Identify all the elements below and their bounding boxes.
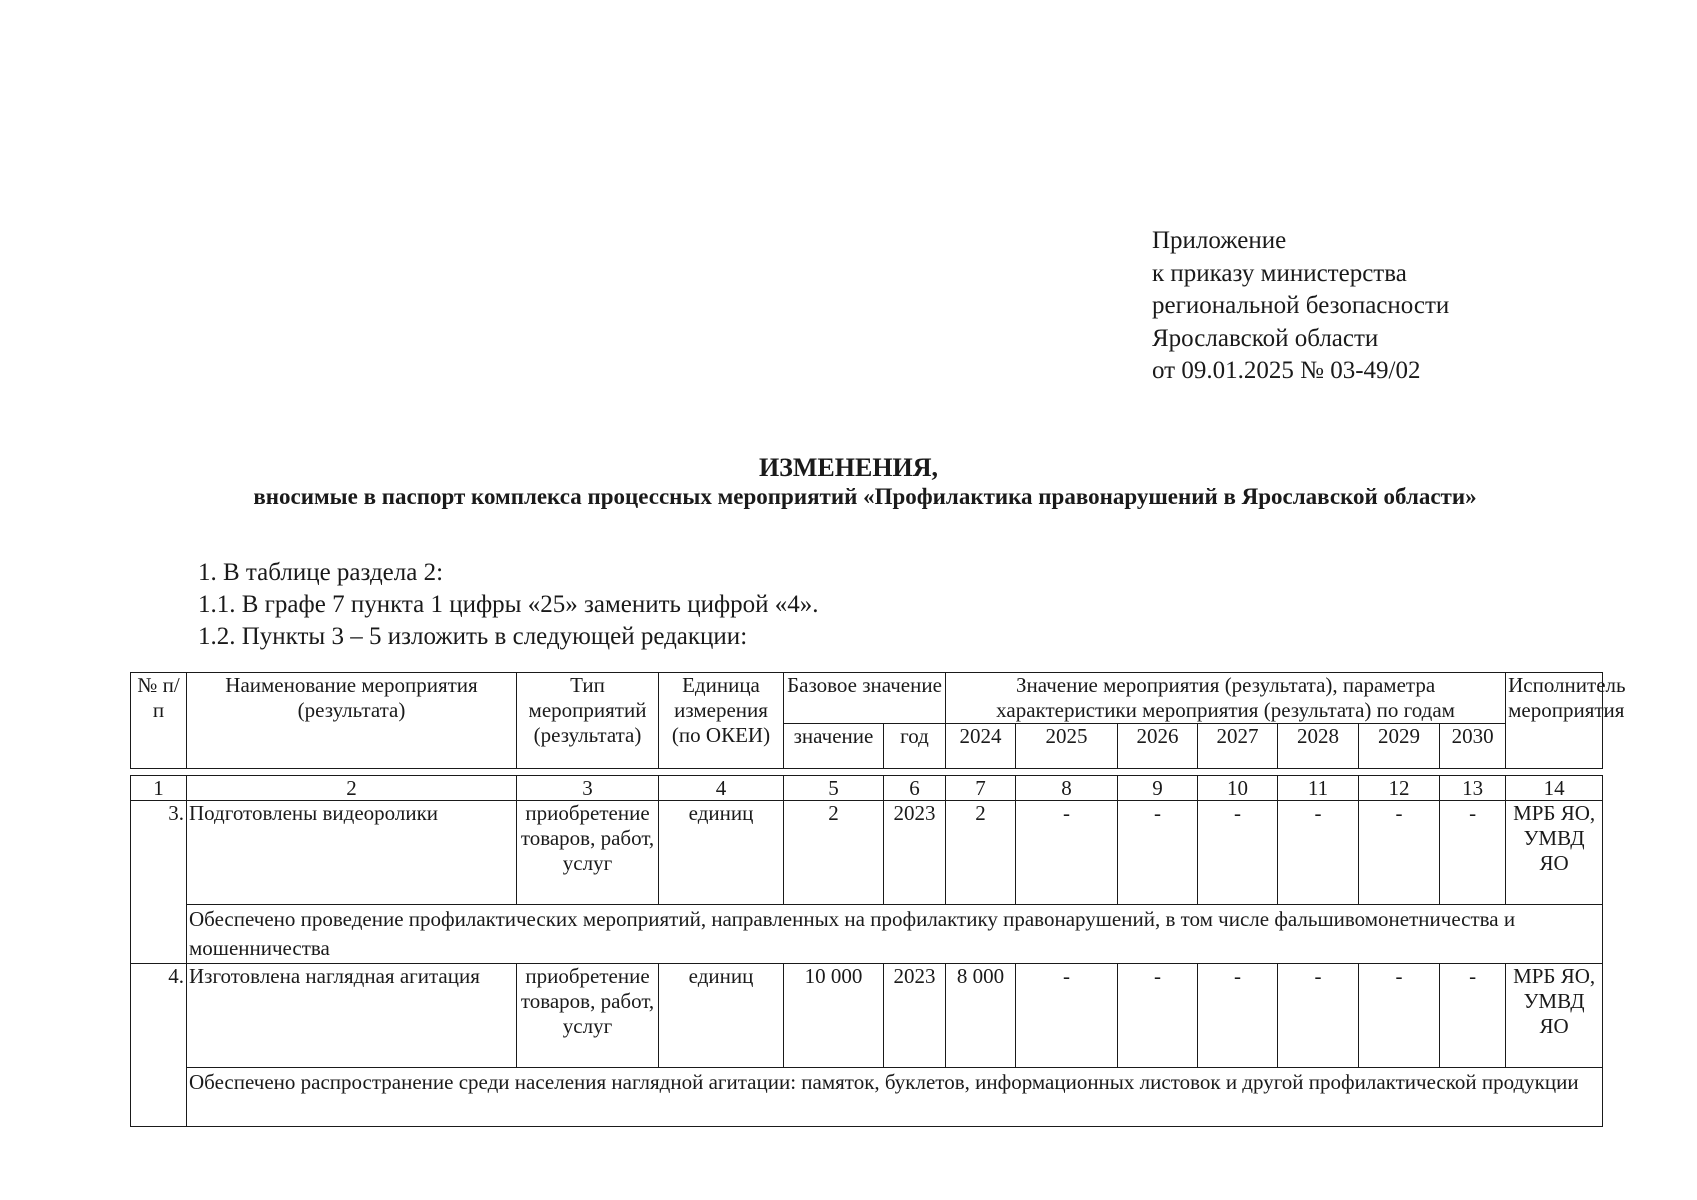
appendix-block [1152,225,1449,388]
row-value-2024: 2 [946,801,1016,905]
table-row-description [131,1068,1603,1127]
row-description: Обеспечено проведение профилактических мероприятий, направленных на профилактику правонарушений, в том числе фальшивомонетничества и мошенничества [187,905,1603,964]
row-executor: МРБ ЯО, УМВД ЯО [1506,801,1603,905]
appendix-line: Ярославской области [1152,324,1379,352]
column-number: 4 [659,776,784,801]
row-value-2024: 8 000 [946,964,1016,1068]
row-value-2028: - [1278,964,1359,1068]
header-values: Значение мероприятия (результата), параметра характеристики мероприятия (результата) по годам [946,673,1506,724]
row-type: приобретение товаров, работ, услуг [517,801,659,905]
measures-table [130,672,1626,1127]
column-number: 7 [946,776,1016,801]
row-name: Изготовлена наглядная агитация [187,964,517,1068]
change-items [198,557,819,653]
header-num: № п/п [131,673,187,769]
column-number: 11 [1278,776,1359,801]
appendix-line: от 09.01.2025 № 03-49/02 [1152,357,1421,384]
appendix-line: Приложение [1152,227,1287,254]
row-value-2025: - [1016,964,1118,1068]
row-value-2030: - [1440,964,1506,1068]
column-number: 1 [131,776,187,801]
header-year: 2025 [1016,724,1118,769]
row-value-2030: - [1440,801,1506,905]
column-number: 8 [1016,776,1118,801]
header-executor: Исполнитель мероприятия [1506,673,1603,769]
row-value-2027: - [1198,964,1278,1068]
document-title: ИЗМЕНЕНИЯ, [758,453,939,482]
header-year: 2026 [1118,724,1198,769]
change-item: 1.1. В графе 7 пункта 1 цифры «25» заменить цифрой «4». [198,591,819,618]
header-base-value: значение [784,724,884,769]
header-base: Базовое значение [784,673,946,724]
header-year: 2030 [1440,724,1506,769]
column-number: 3 [517,776,659,801]
column-numbers-row [131,776,1603,801]
column-number: 2 [187,776,517,801]
header-name: Наименование мероприятия (результата) [187,673,517,769]
table-gap [131,769,1603,776]
row-name: Подготовлены видеоролики [187,801,517,905]
header-year: 2024 [946,724,1016,769]
change-item: 1. В таблице раздела 2: [198,559,444,586]
row-executor: МРБ ЯО, УМВД ЯО [1506,964,1603,1068]
row-description: Обеспечено распространение среди населения наглядной агитации: памяток, буклетов, информационных листовок и другой профилактической продукции [187,1068,1603,1127]
table-row [131,964,1603,1068]
row-base-value: 2 [784,801,884,905]
column-number: 10 [1198,776,1278,801]
row-num: 4. [131,964,187,1127]
row-num: 3. [131,801,187,964]
table-row [131,801,1603,905]
row-value-2029: - [1359,964,1440,1068]
row-unit: единиц [659,964,784,1068]
row-value-2026: - [1118,964,1198,1068]
header-base-year: год [884,724,946,769]
header-unit: Единица измерения (по ОКЕИ) [659,673,784,769]
appendix-line: к приказу министерства [1152,259,1407,287]
appendix-line: региональной безопасности [1152,292,1450,319]
header-year: 2027 [1198,724,1278,769]
column-number: 12 [1359,776,1440,801]
change-item: 1.2. Пункты 3 – 5 изложить в следующей редакции: [198,623,748,650]
row-value-2027: - [1198,801,1278,905]
header-year: 2028 [1278,724,1359,769]
header-year: 2029 [1359,724,1440,769]
gap-cell [131,769,1603,776]
row-base-value: 10 000 [784,964,884,1068]
document-subtitle: вносимые в паспорт комплекса процессных мероприятий «Профилактика правонарушений в Ярославской области» [253,484,1477,509]
column-number: 6 [884,776,946,801]
row-value-2025: - [1016,801,1118,905]
column-number: 14 [1506,776,1603,801]
row-value-2029: - [1359,801,1440,905]
table-row-description [131,905,1603,964]
row-base-year: 2023 [884,964,946,1068]
row-type: приобретение товаров, работ, услуг [517,964,659,1068]
header-type: Тип мероприятий (результата) [517,673,659,769]
column-number: 9 [1118,776,1198,801]
row-value-2026: - [1118,801,1198,905]
row-value-2028: - [1278,801,1359,905]
column-number: 5 [784,776,884,801]
column-number: 13 [1440,776,1506,801]
row-base-year: 2023 [884,801,946,905]
row-unit: единиц [659,801,784,905]
